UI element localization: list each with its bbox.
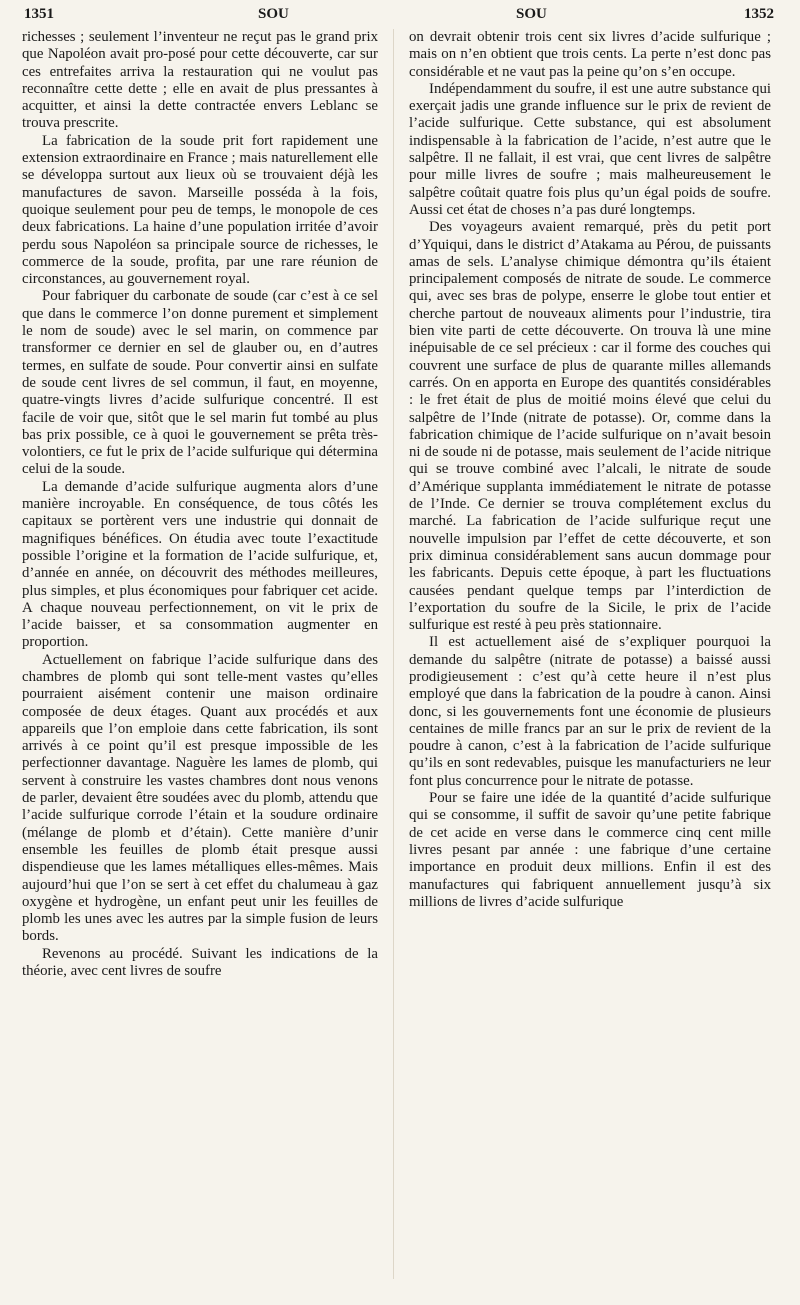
page-body <box>0 29 800 1299</box>
paragraph: La demande d’acide sulfurique augmenta alors d’une manière incroyable. En conséquence, de tous côtés les capitaux se portèrent vers une industrie qui donnait de magnifiques bénéfices. On étudia avec toute l’exactitude possible l’origine et la formation de l’acide sulfurique, et, d’année en année, on découvrit des méthodes meilleures, plus simples, et plus économiques pour fabriquer cet acide. A chaque nouveau perfectionnement, on vit le prix de l’acide baisser, et sa consommation augmenter en proportion. <box>22 478 378 651</box>
left-page-number: 1351 <box>24 6 54 22</box>
paragraph: richesses ; seulement l’inventeur ne reçut pas le grand prix que Napoléon avait pro-posé pour cette découverte, car sur ces entrefaites arriva la restauration qui ne voulut pas reconnaître cette dette ; elle en avait de plus pressantes à acquitter, et ainsi la dette contractée envers Leblanc se trouva prescrite. <box>22 29 378 132</box>
running-header <box>20 6 780 28</box>
paragraph: Actuellement on fabrique l’acide sulfurique dans des chambres de plomb qui sont telle-ment vastes qu’elles pourraient aisément contenir une maison ordinaire composée de deux étages. Quant aux procédés et aux appareils que l’on emploie dans cette fabrication, ils sont arrivés à ce point qu’il est presque impossible de les perfectionner davantage. Naguère les lames de plomb, qui servent à construire les vastes chambres dont nous venons de parler, devaient être soudées avec du plomb, attendu que l’acide sulfurique corrode l’étain et la soudure ordinaire (mélange de plomb et d’étain). Cette manière d’unir ensemble les feuilles de plomb était presque aussi dispendieuse que les lames métalliques elles-mêmes. Mais aujourd’hui que l’on se sert à cet effet du chalumeau à gaz oxygène et hydrogène, un enfant peut unir les feuilles de plomb les unes avec les autres par la simple fusion de leurs bords. <box>22 651 378 945</box>
paragraph: on devrait obtenir trois cent six livres d’acide sulfurique ; mais on n’en obtient que trois cents. La perte n’est donc pas considérable et ne vaut pas la peine qu’on s’en occupe. <box>409 29 771 80</box>
left-column <box>22 29 378 980</box>
paragraph: Il est actuellement aisé de s’expliquer pourquoi la demande du salpêtre (nitrate de potasse) a baissé aussi prodigieusement : c’est qu’à cette heure il n’est plus employé que dans la fabrication de la poudre à canon. Ainsi donc, si les gouvernements font une économie de plusieurs centaines de mille francs par an sur le prix de revient de la poudre à canon, c’est à la fabrication de l’acide sulfurique qu’ils en sont redevables, puisque les manufacturiers ne leur font plus concurrence pour le nitrate de potasse. <box>409 634 771 789</box>
right-column <box>409 29 771 911</box>
paragraph: Revenons au procédé. Suivant les indications de la théorie, avec cent livres de soufre <box>22 945 378 980</box>
paragraph: Pour fabriquer du carbonate de soude (car c’est à ce sel que dans le commerce l’on donne purement et simplement le nom de soude) avec le sel marin, on commence par transformer ce dernier en sel de glauber ou, en d’autres termes, en sulfate de soude. Pour convertir ainsi en sulfate de soude cent livres de sel commun, il faut, en moyenne, quatre-vingts livres d’acide sulfurique concentré. Il est facile de voir que, sitôt que le sel marin fut tombé au plus bas prix possible, ce à quoi le gouvernement se prêta très-volontiers, ce fut le prix de l’acide sulfurique qui détermina celui de la soude. <box>22 288 378 478</box>
paragraph: Indépendamment du soufre, il est une autre substance qui exerçait jadis une grande influence sur le prix de revient de l’acide sulfurique. Cette substance, qui est absolument indispensable à la fabrication de l’acide, n’est autre que le salpêtre. Il ne fallait, il est vrai, que cent livres de salpêtre pour mille livres de soufre ; mais malheureusement le salpêtre coûtait quatre fois plus qu’un égal poids de soufre. Aussi cet état de choses n’a pas duré longtemps. <box>409 80 771 218</box>
paragraph: Pour se faire une idée de la quantité d’acide sulfurique qui se consomme, il suffit de savoir qu’une petite fabrique de cet acide en verse dans le commerce cinq cent mille livres pesant par année : une fabrique d’une certaine importance en produit deux millions. Enfin il est des manufactures qui fabriquent annuellement jusqu’à six millions de livres d’acide sulfurique <box>409 790 771 910</box>
right-page-number: 1352 <box>744 6 774 22</box>
paragraph: Des voyageurs avaient remarqué, près du petit port d’Yquiqui, dans le district d’Atakama au Pérou, de puissants amas de sels. L’analyse chimique démontra qu’ils étaient principalement composés de nitrate de soude. Le commerce qui, avec ses bras de polype, enserre le globe tout entier et cherche partout de nouveaux aliments pour l’industrie, tira bien vite parti de cette découverte. On trouva là une mine inépuisable de ce sel précieux : car il forme des couches qui couvrent une surface de plus de quarante milles allemands carrés. On en apporta en Europe des quantités considérables : le fret était de plus de moitié moins élevé que celui du salpêtre de l’Inde (nitrate de potasse). Or, comme dans la fabrication chimique de l’acide sulfurique on n’avait besoin ni de soude ni de potasse, mais seulement de l’acide nitrique qui se trouve combiné avec l’alcali, le nitrate de soude d’Amérique supplanta immédiatement le nitrate de potasse de l’Inde. Ce dernier se trouva complétement exclus du marché. La fabrication de l’acide sulfurique reçut une nouvelle impulsion par l’effet de cette découverte, et son prix diminua considérablement sans aucun dommage pour les fabricants. Depuis cette époque, à part les fluctuations causées pendant quelque temps par l’interdiction de l’exportation du soufre de la Sicile, le prix de l’acide sulfurique est resté à peu près stationnaire. <box>409 219 771 634</box>
right-running-head: SOU <box>516 6 547 22</box>
paragraph: La fabrication de la soude prit fort rapidement une extension extraordinaire en France ; mais naturellement elle se développa surtout aux lieux où se trouvaient déjà les manufactures de savon. Marseille posséda à la fois, quoique seulement pour peu de temps, le monopole de ces deux fabrications. La haine d’une population irritée d’avoir perdu sous Napoléon sa principale source de richesses, le commerce de la soude, profita, par une rare réunion de circonstances, au gouvernement royal. <box>22 132 378 288</box>
left-running-head: SOU <box>258 6 289 22</box>
column-divider <box>393 29 394 1279</box>
